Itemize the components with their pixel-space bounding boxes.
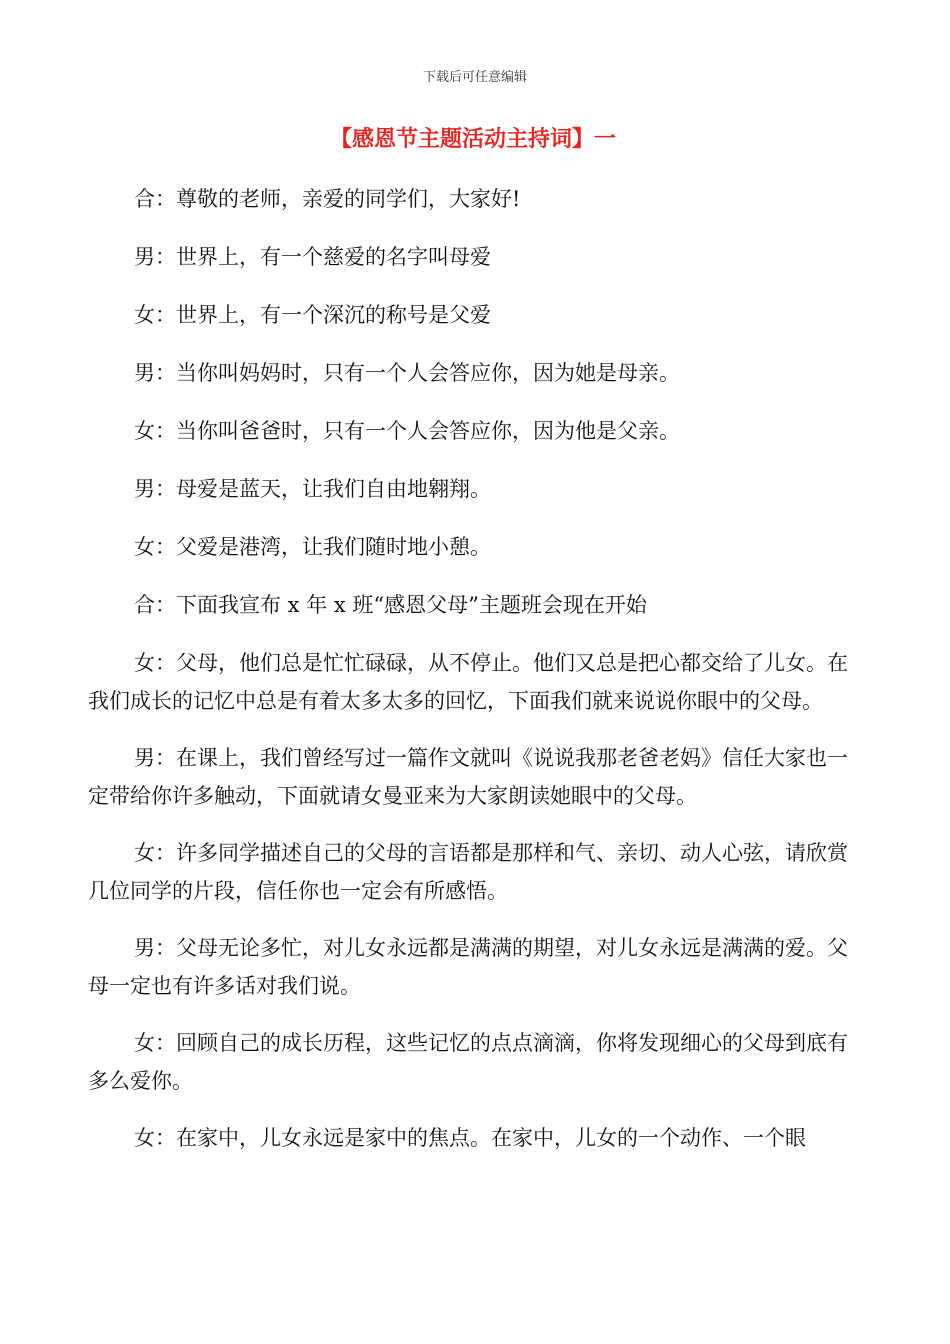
- dialogue-line: 合：下面我宣布 x 年 x 班“感恩父母”主题班会现在开始: [134, 593, 647, 617]
- dialogue-paragraph: 男：父母无论多忙，对儿女永远都是满满的期望，对儿女永远是满满的爱。父母一定也有许多话对我们说。: [88, 936, 848, 998]
- dialogue-line: 男：母爱是蓝天，让我们自由地翱翔。: [134, 477, 491, 501]
- dialogue-paragraph: 女：回顾自己的成长历程，这些记忆的点点滴滴，你将发现细心的父母到底有多么爱你。: [88, 1031, 848, 1093]
- dialogue-paragraph: 男：在课上，我们曾经写过一篇作文就叫《说说我那老爸老妈》信任大家也一定带给你许多触动，下面就请女曼亚来为大家朗读她眼中的父母。: [88, 746, 848, 808]
- document-title: 【感恩节主题活动主持词】一: [330, 126, 617, 152]
- dialogue-line: 男：当你叫妈妈时，只有一个人会答应你，因为她是母亲。: [134, 361, 680, 385]
- dialogue-paragraph: 女：许多同学描述自己的父母的言语都是那样和气、亲切、动人心弦，请欣赏几位同学的片段，信任你也一定会有所感悟。: [88, 841, 848, 903]
- dialogue-line: 合：尊敬的老师，亲爱的同学们，大家好!: [134, 187, 521, 211]
- dialogue-line: 女：父爱是港湾，让我们随时地小憩。: [134, 535, 491, 559]
- dialogue-line: 女：世界上，有一个深沉的称号是父爱: [134, 303, 491, 327]
- dialogue-line: 男：世界上，有一个慈爱的名字叫母爱: [134, 245, 491, 269]
- dialogue-paragraph: 女：在家中，儿女永远是家中的焦点。在家中，儿女的一个动作、一个眼: [134, 1126, 806, 1150]
- dialogue-paragraph: 女：父母，他们总是忙忙碌碌，从不停止。他们又总是把心都交给了儿女。在我们成长的记忆中总是有着太多太多的回忆，下面我们就来说说你眼中的父母。: [88, 651, 848, 713]
- page-header-note: 下载后可任意编辑: [422, 70, 527, 85]
- document-body: [88, 180, 863, 1176]
- dialogue-line: 女：当你叫爸爸时，只有一个人会答应你，因为他是父亲。: [134, 419, 680, 443]
